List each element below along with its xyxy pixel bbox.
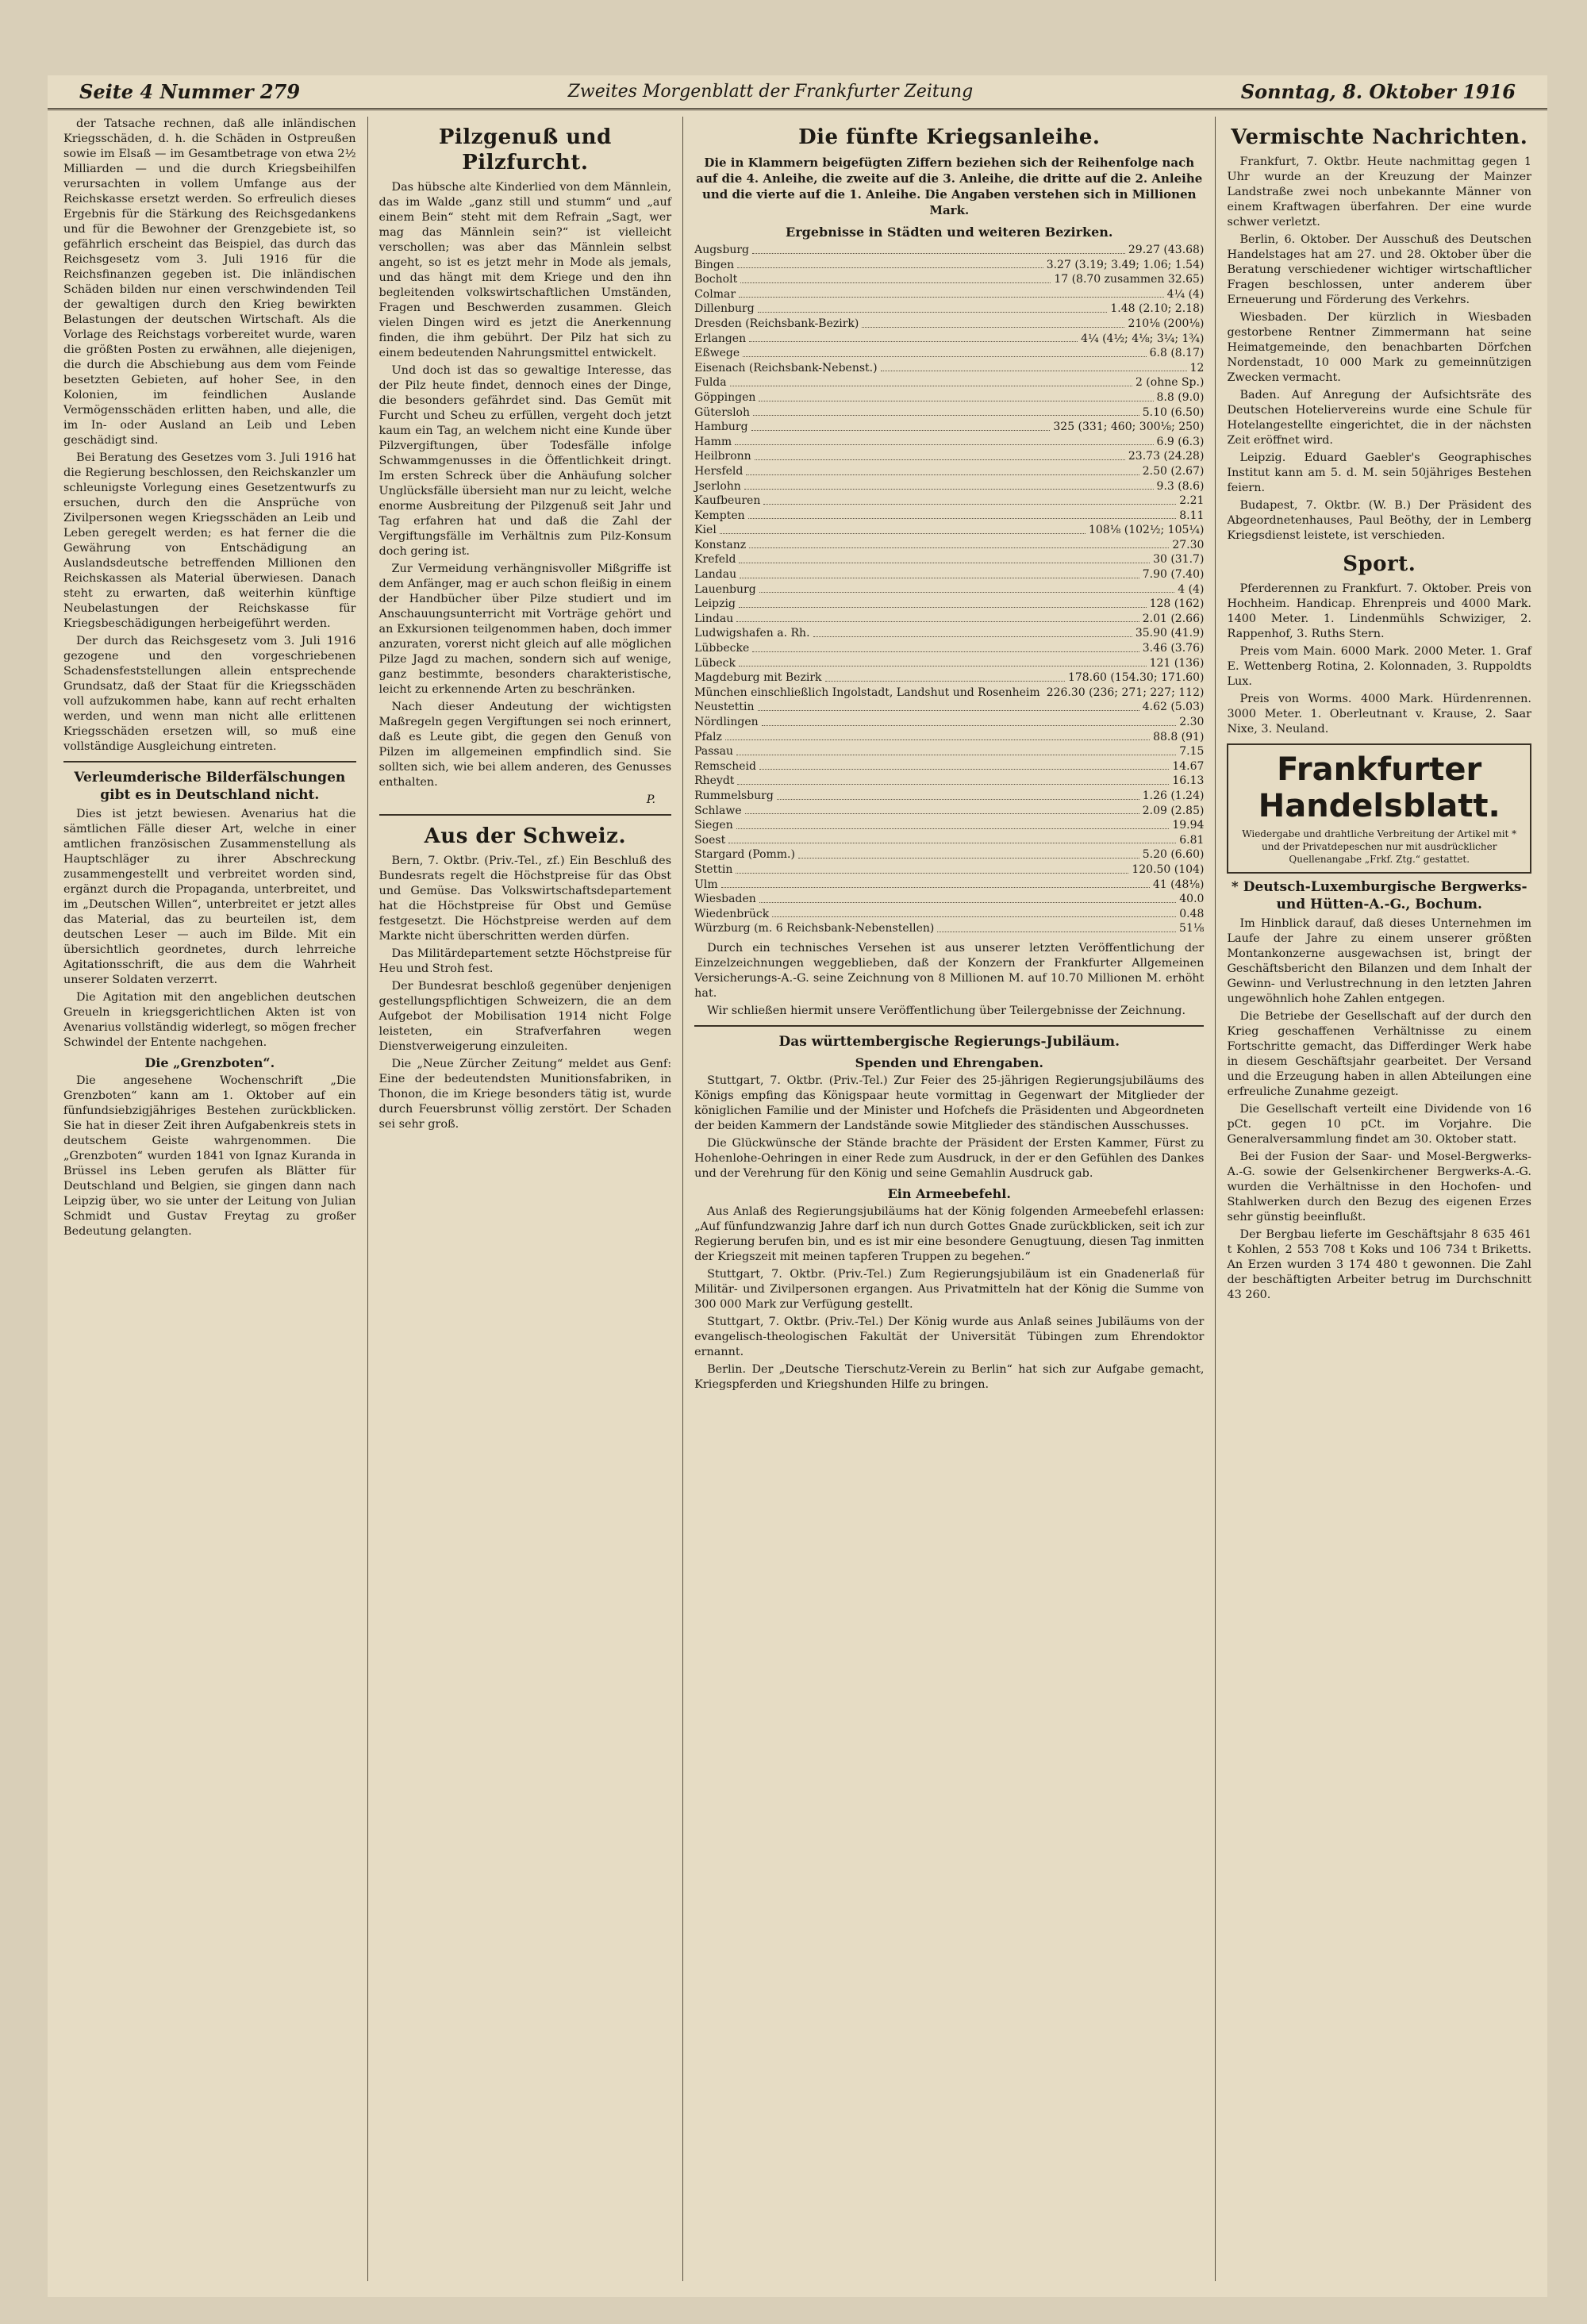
dot-leader (725, 730, 1150, 741)
paragraph: Wiesbaden. Der kürzlich in Wiesbaden gestorbene Rentner Zimmermann hat seine Heimatgemeinde, den benachbarten Dörfchen Nordenstadt, 10 000 Mark zu gemeinnützigen Zwecken vermacht. (1227, 311, 1531, 384)
headline-grenzboten: Die „Grenzboten“. (144, 1055, 275, 1070)
dot-leader (755, 449, 1125, 460)
paragraph: Bei der Fusion der Saar- und Mosel-Bergwerks-A.-G. sowie der Gelsenkirchener Bergwerks-A.-G. wurden die Verhältnisse in den Hochofen- und Stahlwerken durch den Bezug des eigenen Erzes sehr günstig beeinflußt. (1227, 1150, 1531, 1223)
dot-leader (736, 612, 1139, 623)
result-place: Leipzig (694, 597, 736, 611)
dot-leader (881, 361, 1187, 372)
result-row (694, 346, 1204, 361)
result-row (694, 862, 1204, 878)
newspaper-page (48, 75, 1547, 2297)
result-row (694, 700, 1204, 715)
dot-leader (744, 479, 1154, 490)
subheadline-spenden: Spenden und Ehrengaben. (855, 1054, 1043, 1070)
result-place: Ludwigshafen a. Rh. (694, 627, 810, 640)
result-place: Konstanz (694, 538, 747, 551)
dot-leader (743, 346, 1146, 357)
result-row (694, 258, 1204, 273)
result-place: Stargard (Pomm.) (694, 848, 795, 862)
result-row (694, 847, 1204, 862)
dot-leader (752, 243, 1125, 254)
dot-leader (739, 552, 1150, 563)
col1-body (63, 117, 356, 755)
dot-leader (739, 597, 1147, 608)
result-place: Stettin (694, 862, 733, 876)
dot-leader (748, 509, 1177, 520)
result-value: 5.20 (6.60) (1142, 848, 1205, 862)
result-row (694, 552, 1204, 567)
result-value: 29.27 (43.68) (1128, 244, 1205, 256)
result-row (694, 597, 1204, 612)
result-value: 120.50 (104) (1132, 862, 1205, 876)
result-row (694, 361, 1204, 376)
result-row (694, 582, 1204, 597)
result-row (694, 509, 1204, 524)
result-row (694, 878, 1204, 893)
result-row (694, 332, 1204, 347)
result-value: 2.21 (1179, 494, 1205, 508)
paragraph: Und doch ist das so gewaltige Interesse, das der Pilz heute findet, dennoch eines der Dinge, die besonders gefährdet sind. Das Gemüt mit Furcht und Scheu zu erfüllen, vergeht doch jetzt kaum ein Tag, an welchem nicht eine Kunde über Pilzvergiftungen, über Todesfälle infolge Schwammgenusses in die Öffentlichkeit dringt. Im ersten Schreck über die Anhäufung solcher Unglücksfälle übersieht man nur zu leicht, welche enorme Ausbreitung der Pilzgenuß seit Jahr und Tag erfahren hat und daß die Zahl der Vergiftungsfälle im Verhältnis zum Pilz-Konsum doch gering ist. (378, 364, 672, 558)
masthead (48, 75, 1547, 110)
result-place: München einschließlich Ingolstadt, Landshut und Rosenheim (694, 686, 1040, 699)
result-value: 2.50 (2.67) (1142, 464, 1205, 478)
result-row (694, 375, 1204, 390)
result-place: Bocholt (694, 273, 738, 286)
paragraph: Der Bergbau lieferte im Geschäftsjahr 8 635 461 t Kohlen, 2 553 708 t Koks und 106 734 t Briketts. An Erzen wurden 3 174 480 t gewonnen. Die Zahl der beschäftigten Arbeiter betrug im Durchschnitt 43 260. (1227, 1228, 1531, 1301)
result-value: 6.8 (8.17) (1149, 347, 1205, 360)
paragraph: Das Militärdepartement setzte Höchstpreise für Heu und Stroh fest. (378, 947, 672, 975)
headline-pilzgenuss: Pilzgenuß und Pilzfurcht. (438, 125, 612, 175)
dot-leader (749, 538, 1169, 549)
paragraph: Die „Neue Zürcher Zeitung“ meldet aus Genf: Eine der bedeutendsten Munitionsfabriken, in Thonon, die im Kriege besonders tätig ist, wurde durch Feuersbrunst völlig zerstört. Der Schaden sei sehr groß. (378, 1058, 672, 1131)
result-place: Gütersloh (694, 405, 751, 419)
result-value: 3.46 (3.76) (1142, 642, 1205, 655)
result-value: 4.62 (5.03) (1142, 701, 1205, 714)
result-value: 41 (48⅛) (1152, 878, 1205, 891)
result-value: 325 (331; 460; 300⅛; 250) (1053, 421, 1205, 434)
result-place: Lindau (694, 612, 734, 625)
handelsblatt-banner (1227, 743, 1531, 874)
divider (379, 814, 672, 816)
result-value: 178.60 (154.30; 171.60) (1067, 671, 1205, 685)
result-row (694, 686, 1204, 701)
result-place: Ulm (694, 878, 718, 891)
result-row (694, 243, 1204, 258)
dot-leader (752, 641, 1139, 652)
paragraph: Bei Beratung des Gesetzes vom 3. Juli 1916 hat die Regierung beschlossen, den Reichskanzler um schleunigste Vorlegung eines Gesetzentwurfs zu ersuchen, durch den die Ansprüche von Zivilpersonen wegen Kriegsschäden an Leib und Leben geregelt werden; es hat ferner die die Gewährung von Entschädigung an Auslandsdeutsche betreffenden Millionen den Reichskassen als Material überwiesen. Danach steht zu erwarten, daß weiterhin künftige Neubelastungen der Reichskasse für Kriegsbeschädigungen herbeigeführt werden. (63, 451, 356, 630)
result-place: Augsburg (694, 244, 749, 256)
result-place: Landau (694, 568, 737, 582)
result-place: Magdeburg mit Bezirk (694, 671, 822, 685)
result-row (694, 464, 1204, 479)
result-place: Colmar (694, 287, 736, 301)
result-value: 19.94 (1172, 819, 1205, 832)
result-row (694, 523, 1204, 538)
result-value: 16.13 (1172, 774, 1205, 788)
headline-kriegsanleihe: Die fünfte Kriegsanleihe. (798, 125, 1101, 149)
result-row (694, 390, 1204, 405)
result-value: 4¼ (4½; 4⅛; 3¼; 1¾) (1081, 332, 1205, 345)
dot-leader (759, 582, 1175, 593)
result-row (694, 921, 1204, 936)
result-value: 7.15 (1179, 745, 1205, 759)
paragraph: Im Hinblick darauf, daß dieses Unternehmen im Laufe der Jahre zu einem unserer größten Montankonzerne ausgewachsen ist, bringt der Geschäftsbericht den Bilanzen und dem Inhalt der Gewinn- und Verlustrechnung in den letzten Jahren ungewöhnlich hohe Zahlen entgegen. (1227, 917, 1531, 1005)
result-row (694, 804, 1204, 819)
result-value: 128 (162) (1149, 597, 1205, 611)
page-number: Seite 4 Nummer 279 (79, 80, 301, 103)
dot-leader (758, 700, 1139, 711)
result-value: 210⅛ (200⅛) (1128, 317, 1205, 330)
result-value: 2.30 (1179, 716, 1205, 728)
dot-leader (813, 626, 1132, 637)
paragraph: Baden. Auf Anregung der Aufsichtsräte des Deutschen Hoteliervereins wurde eine Schule für Hotelangestellte eingerichtet, die in der nächsten Zeit eröffnet wird. (1227, 389, 1531, 447)
result-value: 17 (8.70 zusammen 32.65) (1054, 273, 1205, 286)
result-row (694, 626, 1204, 641)
result-row (694, 494, 1204, 509)
result-value: 8.8 (9.0) (1156, 390, 1205, 404)
result-place: Hersfeld (694, 464, 744, 478)
headline-sport: Sport. (1343, 552, 1416, 576)
divider (63, 761, 356, 763)
paragraph: Frankfurt, 7. Oktbr. Heute nachmittag gegen 1 Uhr wurde an der Kreuzung der Mainzer Landstraße zwei noch unbekannte Männer von einem Kraftwagen überfahren. Der eine wurde schwer verletzt. (1227, 156, 1531, 229)
paragraph: Berlin, 6. Oktober. Der Ausschuß des Deutschen Handelstages hat am 27. und 28. Oktober über die Beratung verschiedener wichtiger wirtschaftlicher Fragen beschlossen, unter anderem über Erneuerung und Förderung des Verkehrs. (1227, 233, 1531, 306)
result-value: 9.3 (8.6) (1156, 479, 1205, 493)
paragraph: Dies ist jetzt bewiesen. Avenarius hat die sämtlichen Fälle dieser Art, welche in einer amtlichen französischen Zusammenstellung als Hauptschläger zu ihrer Abschreckung zusammengestellt und verbreitet worden sind, ergänzt durch die Propaganda, unterbreitet, und im „Deutschen Willen“, unterbreitet er jetzt alles das Material, das zu beurteilen ist, dem deutschen Leser — auch im Bilde. Mit ein übersichtlich geordnetes, durch lehrreiche Agitationsschrift, die aus dem die Wahrheit unserer Soldaten verzerrt. (63, 808, 356, 986)
column-4 (1227, 117, 1531, 2281)
result-place: Wiesbaden (694, 893, 756, 906)
paragraph: Nach dieser Andeutung der wichtigsten Maßregeln gegen Vergiftungen sei noch erinnert, daß es Leute gibt, die gegen den Genuß von Pilzen im allgemeinen empfindlich sind. Sie sollten sich, wie bei allem anderen, des Genusses enthalten. (378, 701, 672, 789)
result-place: Neustettin (694, 701, 755, 714)
result-place: Dresden (Reichsbank-Bezirk) (694, 317, 859, 330)
result-value: 23.73 (24.28) (1128, 450, 1205, 463)
dot-leader (759, 892, 1177, 903)
paragraph: Stuttgart, 7. Oktbr. (Priv.-Tel.) Zur Feier des 25-jährigen Regierungsjubiläums des Königs empfing das Königspaar heute vormittag in Gegenwart der Mitglieder der königlichen Familie und der Minister und Hofchefs die Präsidenten und Abgeordneten der beiden Kammern der Landstände sowie Mitglieder des ständischen Ausschusses. (694, 1074, 1205, 1132)
result-value: 30 (31.7) (1153, 553, 1205, 567)
result-row (694, 670, 1204, 686)
result-value: 7.90 (7.40) (1142, 568, 1205, 582)
result-value: 40.0 (1179, 893, 1205, 906)
result-place: Kaufbeuren (694, 494, 761, 508)
result-row (694, 656, 1204, 671)
paragraph: Die angesehene Wochenschrift „Die Grenzboten“ kann am 1. Oktober auf ein fünfundsiebzigjähriges Bestehen zurückblicken. Sie hat in dieser Zeit ihren Aufgabenkreis stets in deutschem Geiste wahrgenommen. Die „Grenzboten“ wurden 1841 von Ignaz Kuranda in Brüssel ins Leben gerufen als Blätter für Deutschland und Belgien, sie gingen dann nach Leipzig über, wo sie unter der Leitung von Julian Schmidt und Gustav Freytag zu großer Bedeutung gelangten. (63, 1074, 356, 1238)
dot-leader (777, 789, 1139, 800)
result-place: Rheydt (694, 774, 735, 788)
result-row (694, 907, 1204, 922)
result-row (694, 449, 1204, 464)
result-place: Dillenburg (694, 302, 755, 316)
dot-leader (736, 862, 1128, 874)
result-value: 1.48 (2.10; 2.18) (1110, 302, 1205, 316)
headline-deutsch-luxemburg: * Deutsch-Luxemburgische Bergwerks- und Hütten-A.-G., Bochum. (1231, 879, 1527, 912)
result-place: Erlangen (694, 332, 747, 345)
dot-leader (728, 833, 1176, 844)
result-place: Jserlohn (694, 479, 741, 493)
dot-leader (758, 302, 1108, 313)
paragraph: Aus Anlaß des Regierungsjubiläums hat der König folgenden Armeebefehl erlassen: „Auf fünfundzwanzig Jahre darf ich nun durch Gottes Gnade zurückblicken, seit ich zur Regierung berufen bin, und es ist mir eine besondere Genugtuung, diesen Tag inmitten der Kriegszeit mit meinen tapferen Truppen zu begehen.“ (694, 1204, 1205, 1263)
dot-leader (740, 272, 1051, 283)
paragraph: Das hübsche alte Kinderlied von dem Männlein, das im Walde „ganz still und stumm“ und „auf einem Bein“ steht mit dem Refrain „Sagt, wer mag das Männlein sein?“ ist vielleicht verschollen; was aber das Männlein selbst angeht, so ist es jetzt mehr in Mode als jemals, und das hängt mit dem Kriege und den ihn begleitenden volkswirtschaftlichen Umständen, Fragen und Beschwerden zusammen. Gleich vielen Dingen wird es jetzt die Anerkennung finden, die ihm gebührt. Der Pilz hat sich zu einem bedeutenden Nahrungsmittel entwickelt. (378, 181, 672, 359)
paragraph: Die Gesellschaft verteilt eine Dividende von 16 pCt. gegen 10 pCt. im Vorjahre. Die Generalversammlung findet am 30. Oktober statt. (1227, 1103, 1531, 1146)
result-place: Göppingen (694, 390, 756, 404)
result-value: 226.30 (236; 271; 227; 112) (1046, 686, 1205, 699)
result-value: 108⅛ (102½; 105¼) (1089, 524, 1205, 537)
dot-leader (937, 921, 1176, 932)
result-value: 0.48 (1179, 907, 1205, 920)
anleihe-intro: Die in Klammern beigefügten Ziffern beziehen sich der Reihenfolge nach auf die 4. Anleihe, die zweite auf die 3. Anleihe, die dritte auf die 2. Anleihe und die vierte auf die 1. Anleihe. Die Angaben verstehen sich in Millionen Mark. (696, 156, 1203, 217)
result-row (694, 744, 1204, 759)
handelsblatt-title: Frankfurter Handelsblatt. (1258, 751, 1501, 824)
result-place: Lauenburg (694, 582, 756, 596)
result-row (694, 730, 1204, 745)
result-value: 88.8 (91) (1153, 730, 1205, 743)
result-row (694, 833, 1204, 848)
result-row (694, 420, 1204, 435)
dot-leader (721, 878, 1150, 889)
dot-leader (751, 420, 1051, 431)
result-row (694, 612, 1204, 627)
column-1 (63, 117, 368, 2281)
dot-leader (759, 390, 1153, 401)
dot-leader (730, 375, 1132, 386)
result-place: Pfalz (694, 730, 722, 743)
result-value: 27.30 (1172, 538, 1205, 551)
result-place: Remscheid (694, 759, 756, 773)
result-place: Kempten (694, 509, 745, 522)
result-place: Bingen (694, 258, 735, 271)
result-row (694, 538, 1204, 553)
result-value: 2.09 (2.85) (1142, 804, 1205, 817)
result-place: Kiel (694, 524, 717, 537)
result-place: Hamburg (694, 421, 748, 434)
result-place: Soest (694, 833, 726, 847)
result-value: 1.26 (1.24) (1142, 789, 1205, 802)
result-place: Siegen (694, 819, 733, 832)
dot-leader (736, 744, 1176, 755)
result-row (694, 302, 1204, 317)
result-place: Lübbecke (694, 642, 750, 655)
result-value: 6.9 (6.3) (1156, 435, 1205, 448)
result-value: 8.11 (1179, 509, 1205, 522)
result-place: Eßwege (694, 347, 740, 360)
dot-leader (825, 670, 1065, 682)
paragraph: Preis vom Main. 6000 Mark. 2000 Meter. 1. Graf E. Wettenberg Rotina, 2. Kolonnaden, 3. Ruppoldts Lux. (1227, 645, 1531, 688)
paragraph: Die Agitation mit den angeblichen deutschen Greueln in kriegsgerichtlichen Akten ist von Avenarius vollständig widerlegt, so mögen frecher Schwindel der Entente nachgehen. (63, 991, 356, 1049)
dot-leader (772, 907, 1176, 918)
result-value: 2 (ohne Sp.) (1135, 376, 1205, 390)
paragraph: Wir schließen hiermit unsere Veröffentlichung über Teilergebnisse der Zeichnung. (707, 1004, 1186, 1017)
paragraph: Durch ein technisches Versehen ist aus unserer letzten Veröffentlichung der Einzelzeichnungen weggeblieben, daß der Konzern der Frankfurter Allgemeinen Versicherungs-A.-G. seine Zeichnung von 8 Millionen M. auf 10.70 Millionen M. erhöht hat. (694, 941, 1205, 1000)
headline-schweiz: Aus der Schweiz. (424, 824, 626, 848)
result-row (694, 759, 1204, 774)
dot-leader (737, 258, 1043, 269)
dot-leader (735, 435, 1153, 446)
column-3 (694, 117, 1216, 2281)
paragraph: Stuttgart, 7. Oktbr. (Priv.-Tel.) Zum Regierungsjubiläum ist ein Gnadenerlaß für Militär- und Zivilpersonen ergangen. Aus Privatmitteln hat der König die Summe von 300 000 Mark zur Verfügung gestellt. (694, 1267, 1205, 1311)
dot-leader (739, 287, 1164, 298)
result-value: 3.27 (3.19; 3.49; 1.06; 1.54) (1046, 258, 1205, 271)
dot-leader (798, 847, 1139, 859)
result-row (694, 317, 1204, 332)
result-place: Hamm (694, 435, 732, 448)
result-row (694, 818, 1204, 833)
headline-bilderfaelschungen: Verleumderische Bilderfälschungen gibt es in Deutschland nicht. (74, 770, 346, 803)
result-value: 4 (4) (1178, 582, 1205, 596)
dot-leader (736, 818, 1170, 829)
result-value: 4¼ (4) (1166, 287, 1205, 301)
results-list (694, 243, 1204, 936)
issue-date: Sonntag, 8. Oktober 1916 (1240, 80, 1516, 103)
paragraph: Zur Vermeidung verhängnisvoller Mißgriffe ist dem Anfänger, mag er auch schon fleißig in einem der Handbücher über Pilze studiert und im Anschauungsunterricht mit Vorträge gehört und an Exkursionen teilgenommen haben, doch immer anzuraten, vorerst nicht gleich auf alle möglichen Pilze Jagd zu machen, sondern sich auf wenige, ganz bestimmte, besonders charakteristische, leicht zu erkennende Arten zu beschränken. (378, 563, 672, 696)
dot-leader (740, 567, 1139, 578)
result-row (694, 892, 1204, 907)
result-value: 5.10 (6.50) (1142, 405, 1205, 419)
result-place: Eisenach (Reichsbank-Nebenst.) (694, 361, 878, 375)
result-row (694, 287, 1204, 302)
divider (694, 1025, 1204, 1027)
dot-leader (745, 804, 1139, 815)
result-row (694, 774, 1204, 789)
dot-leader (739, 656, 1147, 667)
result-row (694, 567, 1204, 582)
paragraph: Stuttgart, 7. Oktbr. (Priv.-Tel.) Der König wurde aus Anlaß seines Jubiläums von der evangelisch-theologischen Fakultät der Universität Tübingen zum Ehrendoktor ernannt. (694, 1315, 1205, 1358)
result-place: Nördlingen (694, 716, 759, 728)
paragraph: Leipzig. Eduard Gaebler's Geographisches Institut kann am 5. d. M. sein 50jähriges Bestehen feiern. (1227, 451, 1531, 494)
result-place: Krefeld (694, 553, 736, 567)
paragraph: Budapest, 7. Oktbr. (W. B.) Der Präsident des Abgeordnetenhauses, Paul Beöthy, der in Lemberg Kriegsdienst leistete, ist verschieden. (1227, 499, 1531, 542)
result-value: 6.81 (1179, 833, 1205, 847)
handelsblatt-notice: Wiedergabe und drahtliche Verbreitung der Artikel mit * und der Privatdepeschen nur mit ausdrücklicher Quellenangabe „Frkf. Ztg.“ gestattet. (1242, 828, 1517, 865)
headline-ergebnisse: Ergebnisse in Städten und weiteren Bezirken. (786, 225, 1113, 240)
author-signature: P. (646, 793, 656, 806)
result-place: Rummelsburg (694, 789, 774, 802)
paragraph: Die Betriebe der Gesellschaft auf der durch den Krieg geschaffenen Verhältnisse zu einem Fortschritte gemacht, das Differdinger Werk habe in diesem Geschäftsjahr gearbeitet. Der Versand und die Erzeugung haben in allen Abteilungen eine erfreuliche Zunahme gezeigt. (1227, 1010, 1531, 1098)
dot-leader (763, 494, 1176, 505)
dot-leader (746, 464, 1139, 475)
dot-leader (720, 523, 1086, 534)
result-row (694, 272, 1204, 287)
result-value: 12 (1189, 361, 1205, 375)
column-2 (379, 117, 684, 2281)
paragraph: Berlin. Der „Deutsche Tierschutz-Verein zu Berlin“ hat sich zur Aufgabe gemacht, Kriegspferden und Kriegshunden Hilfe zu bringen. (694, 1362, 1205, 1391)
dot-leader (762, 715, 1177, 726)
paragraph: Der durch das Reichsgesetz vom 3. Juli 1916 gezogene und den vorgeschriebenen Schadensfeststellungen allein entsprechende Grundsatz, daß der Staat für die Kriegsschäden voll aufzukommen habe, kann auf recht erhalten werden, und wenn man nicht alle erlittenen Kriegsschäden ersetzen will, so muß eine vollständige Ausgleichung eintreten. (63, 635, 356, 753)
paragraph: Pferderennen zu Frankfurt. 7. Oktober. Preis von Hochheim. Handicap. Ehrenpreis und 4000 Mark. 1400 Meter. 1. Lindenmühls Schwiziger, 2. Rappenhof, 3. Ruths Stern. (1227, 582, 1531, 640)
dot-leader (737, 774, 1169, 785)
dot-leader (749, 332, 1078, 343)
subheadline-armeebefehl: Ein Armeebefehl. (887, 1185, 1011, 1201)
result-place: Fulda (694, 376, 727, 390)
result-value: 121 (136) (1149, 656, 1205, 670)
result-value: 14.67 (1172, 759, 1205, 773)
result-row (694, 789, 1204, 804)
dot-leader (753, 405, 1139, 417)
paragraph: Der Bundesrat beschloß gegenüber denjenigen gestellungspflichtigen Schweizern, die an dem Aufgebot der Mobilisation 1914 nicht Folge leisteten, ein Strafverfahren wegen Dienstverweigerung einzuleiten. (378, 980, 672, 1053)
result-row (694, 641, 1204, 656)
paragraph: Preis von Worms. 4000 Mark. Hürdenrennen. 3000 Meter. 1. Oberleutnant v. Krause, 2. Saar Nixe, 3. Neuland. (1227, 693, 1531, 736)
result-place: Wiedenbrück (694, 907, 770, 920)
result-row (694, 435, 1204, 450)
paragraph: der Tatsache rechnen, daß alle inländischen Kriegsschäden, d. h. die Schäden in Ostpreußen sowie im Elsaß — im Gesamtbetrage von etwa 2½ Milliarden — und die durch Kriegsbeihilfen verursachten in vollem Umfange aus der Reichskasse ersetzt werden. So erfreulich dieses Ergebnis für die Stärkung des Reichsgedankens und für die Bewohner der Grenzgebiete ist, so gefährlich erscheint das Beispiel, das durch das Reichsgesetz vom 3. Juli 1916 für die Reichsfinanzen gegeben ist. Die inländischen Schäden bilden nur einen verschwindenden Teil der gewaltigen durch den Krieg bewirkten Belastungen der deutschen Wirtschaft. Als die Vorlage des Reichstags vorbereitet wurde, waren die größten Posten zu erwähnen, alle diejenigen, die durch die Abschiebung aus dem vom Feinde besetzten Gebieten, auf hoher See, in den Kolonien, im feindlichen Auslande Vermögensschäden erlitten haben, und alle, die im In- oder Ausland an Leib und Leben geschädigt sind. (63, 117, 356, 447)
result-place: Schlawe (694, 804, 742, 817)
result-place: Passau (694, 745, 733, 759)
headline-wuerttemberg: Das württembergische Regierungs-Jubiläum. (778, 1033, 1120, 1050)
result-row (694, 715, 1204, 730)
paragraph: Die Glückwünsche der Stände brachte der Präsident der Ersten Kammer, Fürst zu Hohenlohe-Oehringen in einer Rede zum Ausdruck, in der er den Gefühlen des Dankes und der Verehrung für den König und seine Gemahlin Ausdruck gab. (694, 1136, 1205, 1180)
result-place: Lübeck (694, 656, 736, 670)
result-value: 35.90 (41.9) (1135, 627, 1205, 640)
result-row (694, 479, 1204, 494)
headline-vermischte: Vermischte Nachrichten. (1231, 125, 1528, 149)
dot-leader (862, 317, 1124, 328)
paper-title: Zweites Morgenblatt der Frankfurter Zeitung (567, 82, 974, 102)
result-value: 51⅛ (1179, 922, 1205, 935)
paragraph: Bern, 7. Oktbr. (Priv.-Tel., zf.) Ein Beschluß des Bundesrats regelt die Höchstpreise für das Obst und Gemüse. Das Volkswirtschaftsdepartement hat die Höchstpreise für Obst und Gemüse festgesetzt. Die Höchstpreise werden auf dem Markte nicht überschritten werden dürfen. (378, 855, 672, 943)
dot-leader (759, 759, 1169, 770)
result-place: Heilbronn (694, 450, 751, 463)
result-value: 2.01 (2.66) (1142, 612, 1205, 625)
result-row (694, 405, 1204, 421)
result-place: Würzburg (m. 6 Reichsbank-Nebenstellen) (694, 922, 935, 935)
